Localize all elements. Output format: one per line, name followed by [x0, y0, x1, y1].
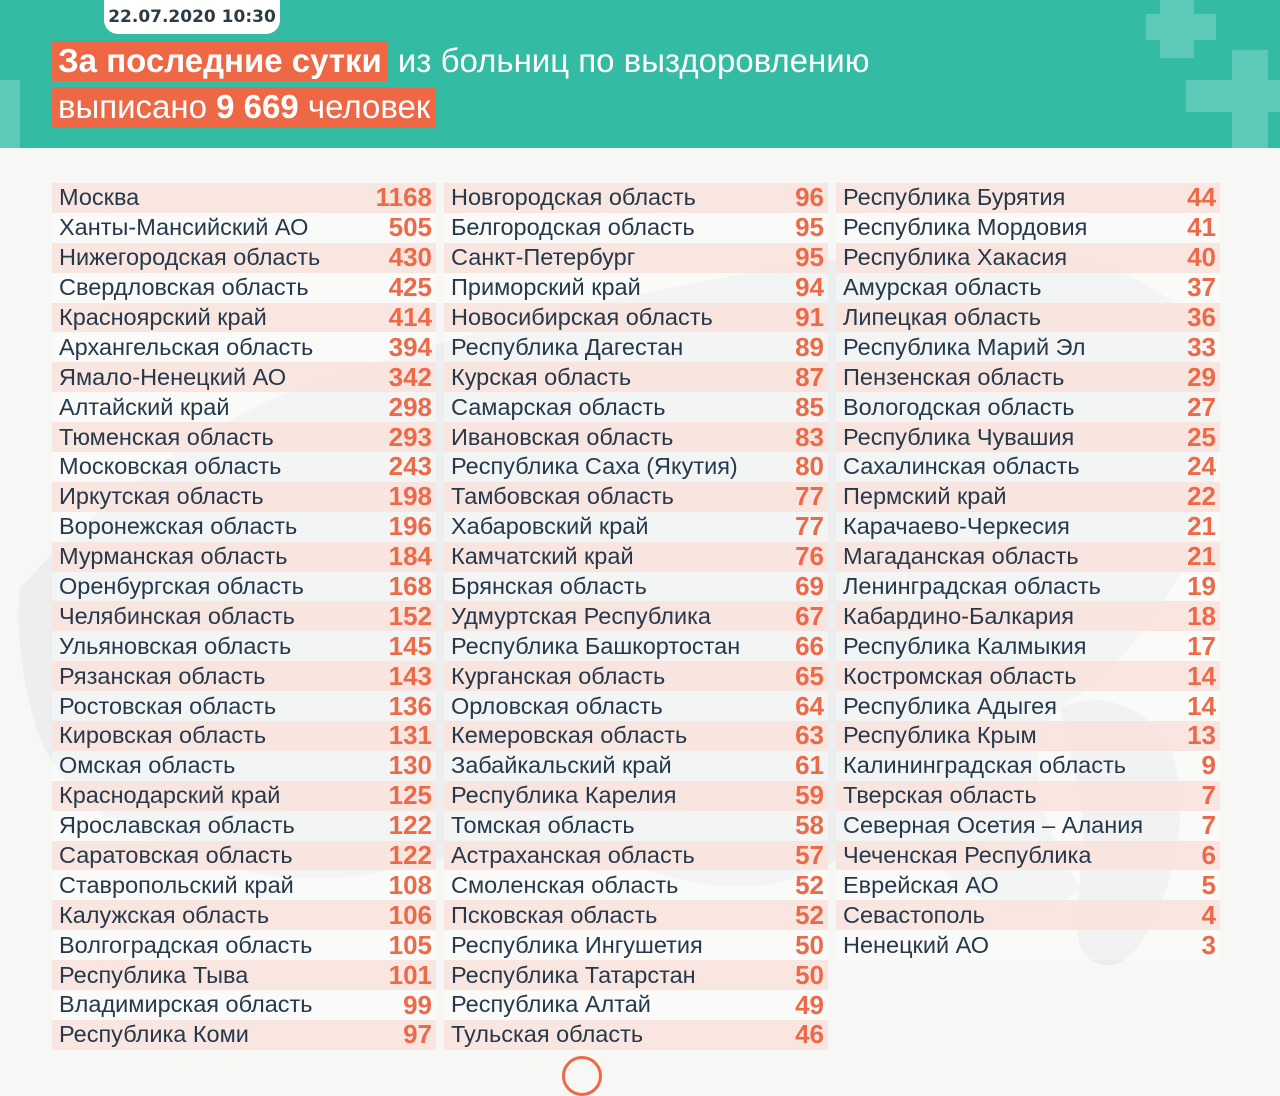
region-discharged-count: 65: [795, 660, 824, 691]
region-discharged-count: 5: [1201, 869, 1216, 900]
region-name: Ямало-Ненецкий АО: [59, 363, 287, 390]
region-discharged-count: 3: [1201, 929, 1216, 960]
bottom-circle-decoration: [562, 1056, 602, 1096]
region-row: [444, 392, 828, 422]
region-name: Челябинская область: [59, 602, 295, 629]
region-name: Республика Крым: [843, 722, 1037, 749]
region-name: Республика Калмыкия: [843, 632, 1087, 659]
region-row: [444, 482, 828, 512]
region-row: [836, 601, 1220, 631]
region-row: [52, 392, 436, 422]
region-discharged-count: 64: [795, 690, 824, 721]
region-row: [444, 332, 828, 362]
region-row: [444, 870, 828, 900]
region-row: [836, 512, 1220, 542]
region-row: [444, 661, 828, 691]
region-row: [836, 422, 1220, 452]
region-discharged-count: 80: [795, 451, 824, 482]
region-name: Ивановская область: [451, 423, 674, 450]
region-row: [444, 572, 828, 602]
title-rest: из больниц по выздоровлению: [397, 42, 870, 79]
date-badge: 22.07.2020 10:30: [104, 0, 280, 34]
region-name: Курганская область: [451, 662, 666, 689]
region-name: Оренбургская область: [59, 573, 304, 600]
region-row: [836, 183, 1220, 213]
region-name: Ханты-Мансийский АО: [59, 214, 309, 241]
region-name: Хабаровский край: [451, 513, 649, 540]
region-row: [836, 213, 1220, 243]
region-row: [52, 273, 436, 303]
region-discharged-count: 106: [388, 899, 432, 930]
region-discharged-count: 52: [795, 899, 824, 930]
region-discharged-count: 6: [1201, 840, 1216, 871]
region-discharged-count: 29: [1187, 361, 1216, 392]
title-line-1: [52, 40, 869, 82]
region-name: Брянская область: [451, 573, 647, 600]
region-name: Республика Алтай: [451, 991, 651, 1018]
region-row: [444, 691, 828, 721]
region-discharged-count: 21: [1187, 541, 1216, 572]
region-name: Омская область: [59, 752, 236, 779]
region-row: [52, 362, 436, 392]
region-discharged-count: 85: [795, 391, 824, 422]
region-row: [836, 392, 1220, 422]
region-row: [52, 243, 436, 273]
region-row: [444, 631, 828, 661]
region-name: Ненецкий АО: [843, 931, 990, 958]
region-row: [836, 273, 1220, 303]
region-name: Калужская область: [59, 901, 270, 928]
region-name: Республика Коми: [59, 1021, 249, 1048]
region-name: Чеченская Республика: [843, 842, 1092, 869]
total-discharged-number: 9 669: [216, 88, 299, 125]
region-row: [836, 542, 1220, 572]
region-row: [444, 213, 828, 243]
region-discharged-count: 122: [388, 810, 432, 841]
region-discharged-count: 143: [388, 660, 432, 691]
region-row: [836, 332, 1220, 362]
region-discharged-count: 77: [795, 511, 824, 542]
region-name: Костромская область: [843, 662, 1077, 689]
region-name: Псковская область: [451, 901, 658, 928]
region-row: [52, 870, 436, 900]
region-discharged-count: 196: [388, 511, 432, 542]
region-discharged-count: 130: [388, 750, 432, 781]
region-name: Ростовская область: [59, 692, 277, 719]
region-discharged-count: 145: [388, 630, 432, 661]
region-discharged-count: 293: [388, 421, 432, 452]
region-row: [836, 691, 1220, 721]
region-row: [444, 601, 828, 631]
region-row: [444, 362, 828, 392]
region-name: Нижегородская область: [59, 244, 321, 271]
region-name: Красноярский край: [59, 304, 267, 330]
region-name: Алтайский край: [59, 393, 230, 420]
region-name: Ульяновская область: [59, 632, 292, 659]
region-name: Краснодарский край: [59, 782, 281, 809]
region-name: Санкт-Петербург: [451, 244, 636, 271]
region-row: [836, 243, 1220, 273]
region-discharged-count: 61: [795, 750, 824, 781]
region-name: Ярославская область: [59, 812, 295, 839]
region-row: [52, 631, 436, 661]
region-name: Севастополь: [843, 901, 985, 928]
region-name: Кировская область: [59, 722, 267, 749]
region-row: [52, 960, 436, 990]
region-discharged-count: 41: [1187, 212, 1216, 243]
region-row: [52, 183, 436, 213]
region-row: [836, 721, 1220, 751]
region-name: Волгоградская область: [59, 931, 313, 958]
region-name: Мурманская область: [59, 543, 288, 570]
region-name: Республика Карелия: [451, 782, 677, 809]
region-discharged-count: 198: [388, 481, 432, 512]
region-discharged-count: 122: [388, 840, 432, 871]
region-discharged-count: 14: [1187, 660, 1216, 691]
region-row: [444, 542, 828, 572]
region-discharged-count: 136: [388, 690, 432, 721]
region-row: [444, 960, 828, 990]
region-row: [52, 751, 436, 781]
region-row: [836, 482, 1220, 512]
region-name: Магаданская область: [843, 543, 1079, 570]
region-name: Республика Чувашия: [843, 423, 1075, 450]
region-discharged-count: 40: [1187, 242, 1216, 273]
region-row: [52, 601, 436, 631]
header-banner: [0, 0, 1280, 148]
region-row: [836, 631, 1220, 661]
region-name: Владимирская область: [59, 991, 313, 1018]
region-discharged-count: 22: [1187, 481, 1216, 512]
region-discharged-count: 19: [1187, 571, 1216, 602]
region-name: Вологодская область: [843, 393, 1075, 420]
region-discharged-count: 14: [1187, 690, 1216, 721]
region-discharged-count: 108: [388, 869, 432, 900]
region-name: Новгородская область: [451, 184, 696, 211]
region-name: Республика Хакасия: [843, 244, 1068, 271]
region-name: Республика Мордовия: [843, 214, 1088, 241]
region-row: [52, 811, 436, 841]
region-discharged-count: 69: [795, 571, 824, 602]
region-name: Смоленская область: [451, 871, 679, 898]
region-discharged-count: 96: [795, 182, 824, 213]
region-discharged-count: 67: [795, 600, 824, 631]
region-discharged-count: 414: [388, 302, 432, 333]
region-name: Саратовская область: [59, 842, 293, 869]
region-name: Ставропольский край: [59, 871, 294, 898]
region-row: [52, 332, 436, 362]
region-row: [444, 243, 828, 273]
region-discharged-count: 44: [1187, 182, 1216, 213]
region-discharged-count: 131: [388, 720, 432, 751]
region-discharged-count: 49: [795, 989, 824, 1020]
region-discharged-count: 76: [795, 541, 824, 572]
region-discharged-count: 394: [388, 331, 432, 362]
region-name: Астраханская область: [451, 842, 695, 869]
region-discharged-count: 7: [1201, 780, 1216, 811]
region-discharged-count: 97: [403, 1019, 432, 1050]
region-name: Орловская область: [451, 692, 663, 719]
region-discharged-count: 24: [1187, 451, 1216, 482]
region-row: [52, 512, 436, 542]
region-row: [52, 452, 436, 482]
region-discharged-count: 21: [1187, 511, 1216, 542]
region-discharged-count: 66: [795, 630, 824, 661]
region-row: [52, 422, 436, 452]
region-row: [444, 900, 828, 930]
region-discharged-count: 57: [795, 840, 824, 871]
region-discharged-count: 83: [795, 421, 824, 452]
region-name: Удмуртская Республика: [451, 602, 711, 629]
region-row: [52, 930, 436, 960]
region-row: [444, 183, 828, 213]
region-name: Пензенская область: [843, 363, 1065, 390]
region-discharged-count: 52: [795, 869, 824, 900]
region-row: [836, 781, 1220, 811]
region-name: Свердловская область: [59, 274, 309, 301]
region-name: Самарская область: [451, 393, 666, 420]
region-row: [836, 452, 1220, 482]
region-name: Северная Осетия – Алания: [843, 812, 1144, 839]
region-row: [444, 512, 828, 542]
region-name: Кабардино-Балкария: [843, 602, 1074, 629]
region-discharged-count: 33: [1187, 331, 1216, 362]
region-row: [444, 841, 828, 871]
region-name: Московская область: [59, 453, 282, 480]
region-discharged-count: 168: [388, 571, 432, 602]
region-row: [52, 661, 436, 691]
plus-decoration-right-h: [1186, 80, 1280, 112]
region-name: Республика Тыва: [59, 961, 249, 988]
region-discharged-count: 9: [1201, 750, 1216, 781]
region-discharged-count: 46: [795, 1019, 824, 1050]
region-discharged-count: 27: [1187, 391, 1216, 422]
region-discharged-count: 105: [388, 929, 432, 960]
region-name: Республика Марий Эл: [843, 333, 1086, 360]
region-name: Тамбовская область: [451, 483, 674, 510]
region-name: Тверская область: [843, 782, 1037, 809]
region-discharged-count: 17: [1187, 630, 1216, 661]
region-row: [52, 900, 436, 930]
region-name: Кемеровская область: [451, 722, 688, 749]
region-row: [836, 661, 1220, 691]
region-discharged-count: 37: [1187, 272, 1216, 303]
region-row: [52, 841, 436, 871]
region-name: Москва: [59, 184, 140, 211]
region-name: Карачаево-Черкесия: [843, 513, 1070, 540]
region-discharged-count: 184: [388, 541, 432, 572]
region-row: [444, 1020, 828, 1050]
region-discharged-count: 430: [388, 242, 432, 273]
region-discharged-count: 58: [795, 810, 824, 841]
region-row: [444, 990, 828, 1020]
region-name: Республика Дагестан: [451, 333, 684, 360]
region-name: Тульская область: [451, 1021, 644, 1048]
region-name: Республика Адыгея: [843, 692, 1057, 719]
region-discharged-count: 101: [388, 959, 432, 990]
title-suffix: человек: [307, 88, 431, 125]
region-discharged-count: 99: [403, 989, 432, 1020]
region-row: [52, 691, 436, 721]
region-name: Архангельская область: [59, 333, 314, 360]
region-row: [52, 542, 436, 572]
region-name: Ленинградская область: [843, 573, 1101, 600]
plus-decoration-top-right-h: [1146, 14, 1216, 40]
region-row: [444, 781, 828, 811]
region-discharged-count: 125: [388, 780, 432, 811]
region-name: Тюменская область: [59, 423, 274, 450]
region-discharged-count: 243: [388, 451, 432, 482]
region-row: [444, 930, 828, 960]
region-name: Новосибирская область: [451, 304, 713, 330]
region-discharged-count: 298: [388, 391, 432, 422]
region-discharged-count: 63: [795, 720, 824, 751]
region-name: Воронежская область: [59, 513, 298, 540]
region-discharged-count: 95: [795, 242, 824, 273]
region-row: [836, 841, 1220, 871]
region-name: Еврейская АО: [843, 871, 999, 898]
region-row: [444, 303, 828, 333]
region-row: [52, 303, 436, 333]
region-discharged-count: 7: [1201, 810, 1216, 841]
region-name: Приморский край: [451, 274, 641, 301]
title-line-2-highlight: [52, 87, 436, 127]
region-discharged-count: 18: [1187, 600, 1216, 631]
region-row: [444, 273, 828, 303]
region-discharged-count: 342: [388, 361, 432, 392]
region-row: [52, 572, 436, 602]
region-row: [52, 482, 436, 512]
region-row: [52, 1020, 436, 1050]
region-discharged-count: 25: [1187, 421, 1216, 452]
region-name: Сахалинская область: [843, 453, 1080, 480]
region-row: [52, 781, 436, 811]
region-discharged-count: 91: [795, 302, 824, 333]
region-name: Республика Бурятия: [843, 184, 1066, 211]
region-row: [444, 811, 828, 841]
region-discharged-count: 425: [388, 272, 432, 303]
region-discharged-count: 94: [795, 272, 824, 303]
region-row: [444, 751, 828, 781]
region-discharged-count: 59: [795, 780, 824, 811]
region-row: [444, 721, 828, 751]
regions-column-3: [836, 183, 1220, 960]
region-name: Республика Саха (Якутия): [451, 453, 738, 480]
regions-column-1: [52, 183, 436, 1050]
region-discharged-count: 152: [388, 600, 432, 631]
region-name: Камчатский край: [451, 543, 634, 570]
region-discharged-count: 4: [1201, 899, 1216, 930]
region-name: Калининградская область: [843, 752, 1126, 779]
region-row: [836, 362, 1220, 392]
region-row: [836, 930, 1220, 960]
region-row: [836, 572, 1220, 602]
region-row: [836, 303, 1220, 333]
region-discharged-count: 95: [795, 212, 824, 243]
region-row: [836, 900, 1220, 930]
region-name: Республика Башкортостан: [451, 632, 741, 659]
regions-column-2: [444, 183, 828, 1050]
region-name: Белгородская область: [451, 214, 695, 241]
region-name: Забайкальский край: [451, 752, 672, 779]
region-row: [836, 811, 1220, 841]
region-discharged-count: 50: [795, 959, 824, 990]
region-row: [52, 990, 436, 1020]
region-row: [444, 422, 828, 452]
region-discharged-count: 13: [1187, 720, 1216, 751]
region-row: [52, 213, 436, 243]
region-discharged-count: 50: [795, 929, 824, 960]
region-discharged-count: 77: [795, 481, 824, 512]
region-name: Республика Татарстан: [451, 961, 696, 988]
region-discharged-count: 89: [795, 331, 824, 362]
region-name: Липецкая область: [843, 304, 1041, 330]
region-discharged-count: 36: [1187, 302, 1216, 333]
title-highlight: За последние сутки: [52, 41, 388, 81]
region-name: Иркутская область: [59, 483, 264, 510]
region-name: Томская область: [451, 812, 635, 839]
region-discharged-count: 1168: [375, 182, 432, 213]
region-name: Рязанская область: [59, 662, 266, 689]
title-line-2: [52, 86, 436, 128]
title-prefix: выписано: [58, 88, 207, 125]
region-row: [52, 721, 436, 751]
region-name: Амурская область: [843, 274, 1042, 301]
region-name: Пермский край: [843, 483, 1007, 510]
region-row: [836, 751, 1220, 781]
region-discharged-count: 505: [388, 212, 432, 243]
region-discharged-count: 87: [795, 361, 824, 392]
region-name: Курская область: [451, 363, 632, 390]
region-row: [836, 870, 1220, 900]
region-name: Республика Ингушетия: [451, 931, 703, 958]
region-row: [444, 452, 828, 482]
plus-decoration-left-bar: [0, 100, 20, 122]
